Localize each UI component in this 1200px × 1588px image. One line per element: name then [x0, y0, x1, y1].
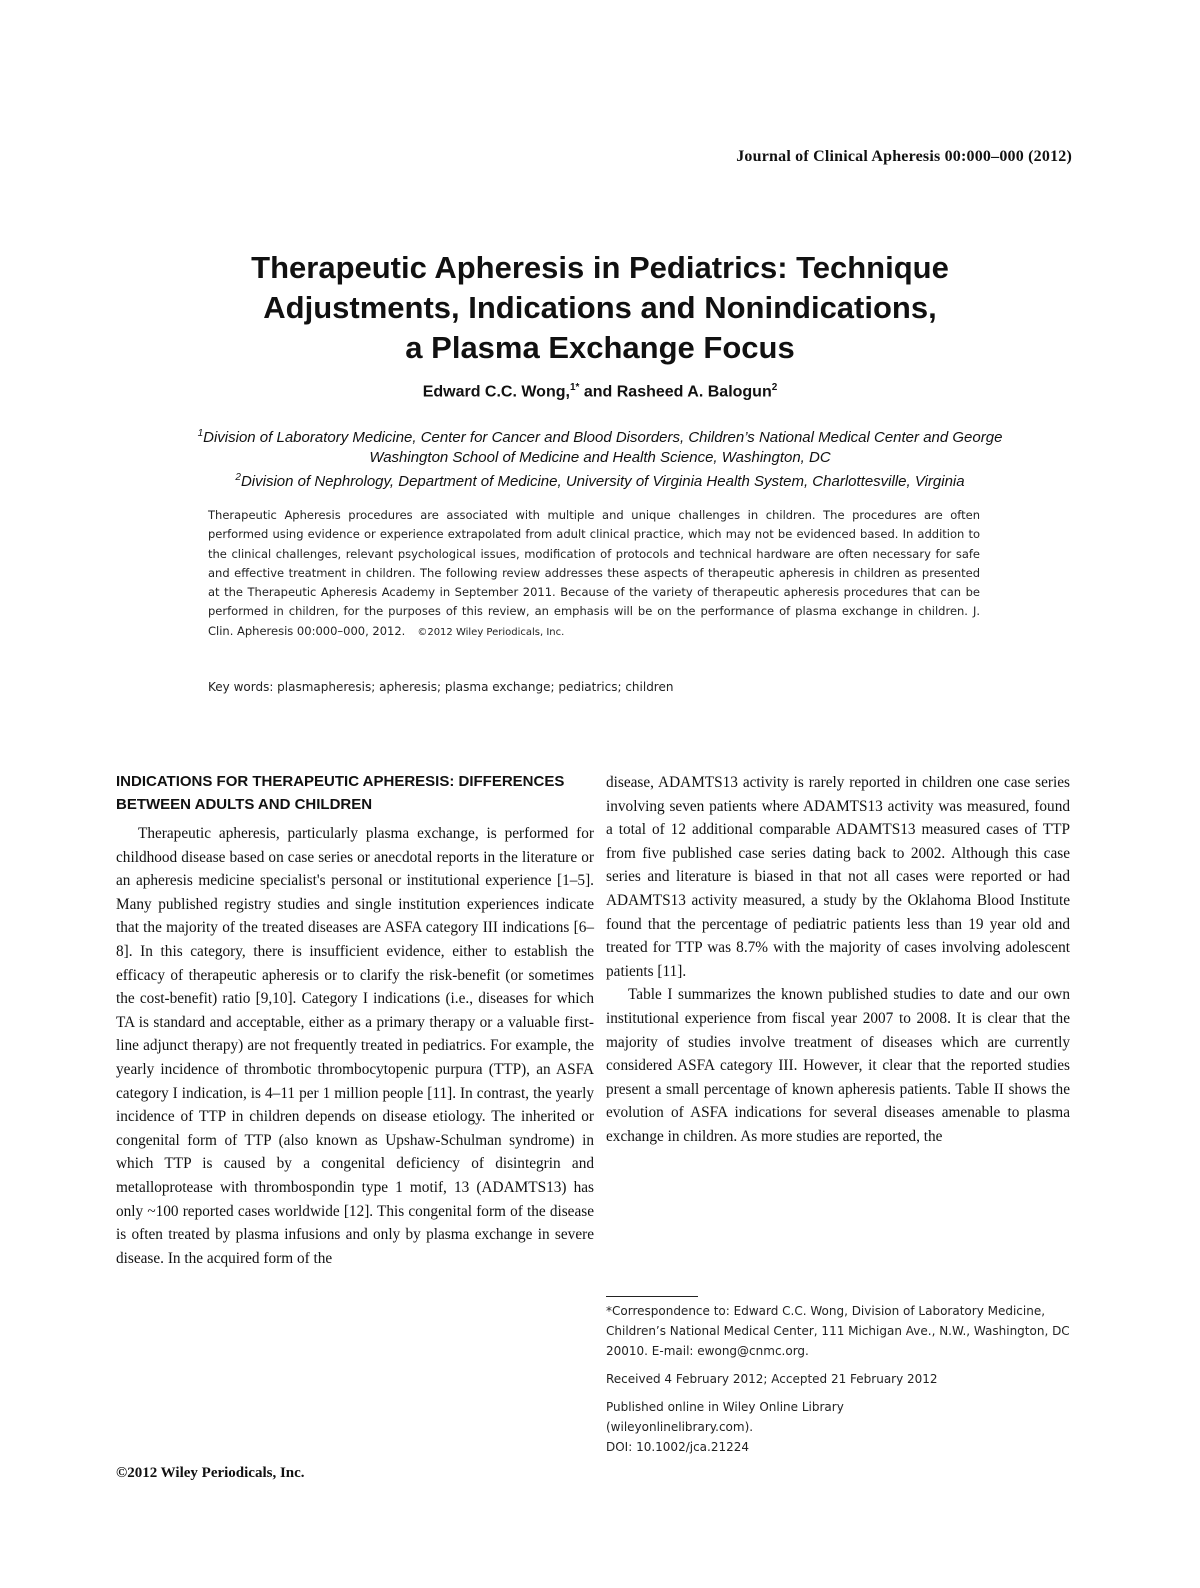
page-copyright: ©2012 Wiley Periodicals, Inc.: [116, 1465, 305, 1481]
keywords: Key words: plasmapheresis; apheresis; plasma exchange; pediatrics; children: [208, 680, 674, 694]
right-column: [606, 771, 1070, 1149]
publisher-site: (wileyonlinelibrary.com).: [606, 1420, 754, 1434]
article-title: [100, 248, 1100, 368]
abstract: [208, 506, 980, 642]
body-paragraph: disease, ADAMTS13 activity is rarely reported in children one case series involving seven patients where ADAMTS13 activity was measured, found a total of 12 additional comparable ADAMTS13 measured cases of TTP from five published case series dating back to 2002. Although this case series and literature is biased in that not all cases were reported or had ADAMTS13 activity measured, a study by the Oklahoma Blood Institute found that the percentage of pediatric patients less than 19 year old and treated for TTP was 8.7% with the majority of cases involving adolescent patients [11].: [606, 774, 1070, 980]
correspondence-note: *Correspondence to: Edward C.C. Wong, Division of Laboratory Medicine, Children’s National Medical Center, 111 Michigan Ave., N.W., Washington, DC 20010. E-mail: ewong@cnmc.org.: [606, 1304, 1070, 1358]
author-list: [100, 382, 1100, 401]
title-line: Therapeutic Apheresis in Pediatrics: Technique: [251, 250, 949, 285]
affiliations: [100, 424, 1100, 492]
footnote-divider: [606, 1296, 698, 1297]
abstract-copyright: ©2012 Wiley Periodicals, Inc.: [417, 626, 565, 638]
body-paragraph: Table I summarizes the known published studies to date and our own institutional experience from fiscal year 2007 to 2008. It is clear that the majority of studies involve treatment of diseases which are currently considered ASFA category III. However, it clear that the reported studies present a small percentage of known apheresis patients. Table II shows the evolution of ASFA indications for several diseases amenable to plasma exchange in children. As more studies are reported, the: [606, 986, 1070, 1145]
journal-citation: Journal of Clinical Apheresis 00:000–000 (2012): [736, 148, 1072, 165]
author-name: and Rasheed A. Balogun: [579, 383, 772, 401]
published-online: Published online in Wiley Online Library: [606, 1400, 844, 1414]
left-column: [116, 770, 594, 1270]
affiliation-mark: 1: [197, 428, 204, 439]
title-line: Adjustments, Indications and Nonindications,: [263, 290, 937, 325]
footnotes: [606, 1296, 1070, 1465]
abstract-text: Therapeutic Apheresis procedures are associated with multiple and unique challenges in children. The procedures are often performed using evidence or experience extrapolated from adult clinical practice, which may not be evidenced based. In addition to the clinical challenges, relevant psychological issues, modification of protocols and technical hardware are often necessary for safe and effective treatment in children. The following review addresses these aspects of therapeutic apheresis in children as presented at the Therapeutic Apheresis Academy in September 2011. Because of the variety of therapeutic apheresis procedures that can be performed in children, for the purposes of this review, an emphasis will be on the performance of plasma exchange in children. J. Clin. Apheresis 00:000–000, 2012.: [208, 508, 980, 638]
affiliation-1-cont: Washington School of Medicine and Health Science, Washington, DC: [369, 449, 831, 466]
title-line: a Plasma Exchange Focus: [405, 330, 795, 365]
author-affiliation-mark: 2: [771, 382, 778, 393]
affiliation-2: Division of Nephrology, Department of Medicine, University of Virginia Health System, Charlottesville, Virginia: [240, 473, 965, 490]
doi: DOI: 10.1002/jca.21224: [606, 1440, 750, 1454]
received-dates: Received 4 February 2012; Accepted 21 February 2012: [606, 1372, 938, 1386]
author-name: Edward C.C. Wong,: [422, 383, 570, 401]
body-paragraph: Therapeutic apheresis, particularly plasma exchange, is performed for childhood disease based on case series or anecdotal reports in the literature or an apheresis medicine specialist's personal or institutional experience [1–5]. Many published registry studies and single institution experiences indicate that the majority of the treated diseases are ASFA category III indications [6–8]. In this category, there is insufficient evidence, either to establish the efficacy of therapeutic apheresis or to clarify the risk-benefit (or sometimes the cost-benefit) ratio [9,10]. Category I indications (i.e., diseases for which TA is standard and acceptable, either as a primary therapy or a valuable first-line adjunct therapy) are not frequently treated in pediatrics. For example, the yearly incidence of thrombotic thrombocytopenic purpura (TTP), an ASFA category I indication, is 4–11 per 1 million people [11]. In contrast, the yearly incidence of TTP in children depends on disease etiology. The inherited or congenital form of TTP (also known as Upshaw-Schulman syndrome) in which TTP is caused by a congenital deficiency of disintegrin and metalloprotease with thrombospondin type 1 motif, 13 (ADAMTS13) has only ~100 reported cases worldwide [12]. This congenital form of the disease is often treated by plasma infusions and only by plasma exchange in severe disease. In the acquired form of the: [116, 825, 594, 1267]
affiliation-1: Division of Laboratory Medicine, Center for Cancer and Blood Disorders, Children’s National Medical Center and George: [203, 429, 1003, 446]
publication-info: [606, 1397, 1070, 1457]
affiliation-mark: 2: [235, 472, 241, 483]
author-affiliation-mark: 1*: [569, 382, 580, 393]
section-heading: INDICATIONS FOR THERAPEUTIC APHERESIS: DIFFERENCES BETWEEN ADULTS AND CHILDREN: [116, 773, 565, 813]
